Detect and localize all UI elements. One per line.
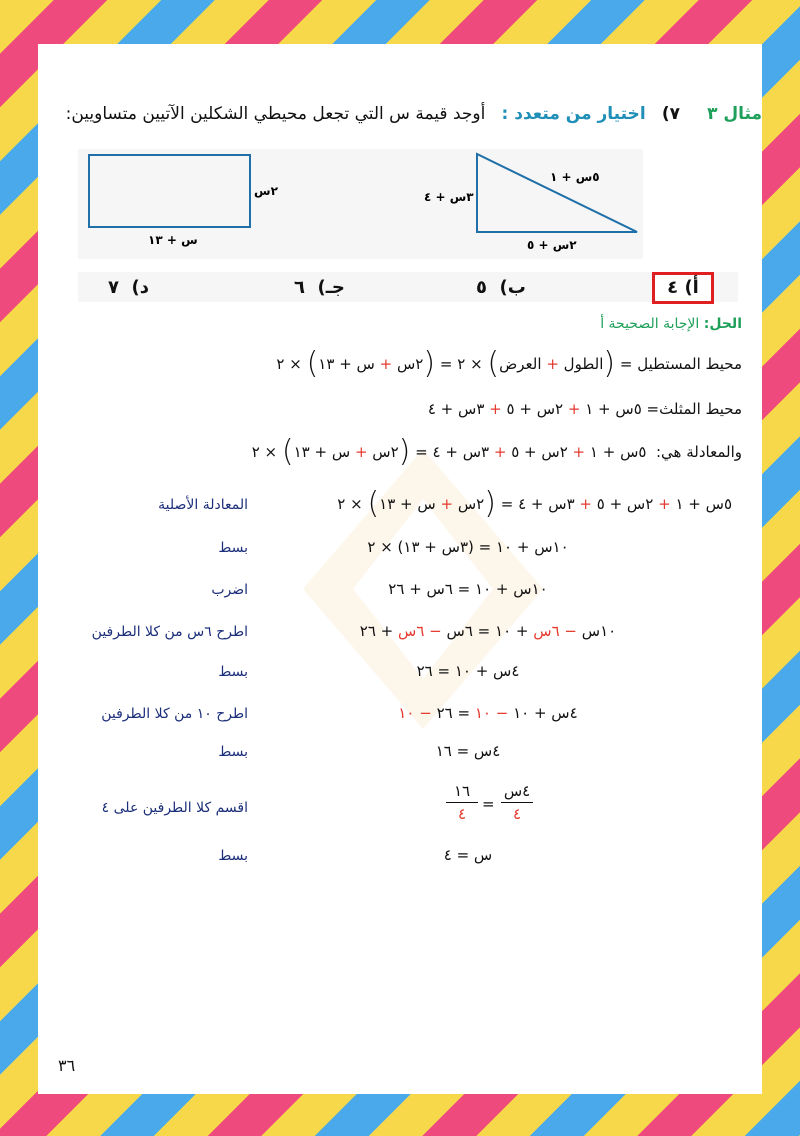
- plus-red: +: [567, 400, 581, 418]
- choice-b-value: ٥: [476, 277, 487, 298]
- term-rhs: + ٢٦: [359, 622, 394, 640]
- step-2-desc: بسط: [218, 540, 248, 556]
- plus-red: +: [572, 443, 586, 461]
- triangle-bottom-label: ٢س + ٥: [527, 238, 577, 252]
- step-1-expr: [337, 486, 732, 521]
- width-word: العرض: [499, 355, 542, 373]
- times-sign: ×: [264, 443, 278, 461]
- choice-a-letter: أ): [684, 277, 699, 298]
- question-type: اختيار من متعدد :: [501, 104, 646, 124]
- length-word: الطول: [563, 355, 604, 373]
- equals-sign: =: [415, 443, 428, 461]
- step-2-expr: ١٠س + ١٠ = (٣س + ١٣) × ٢: [367, 538, 569, 556]
- minus-red: −: [419, 704, 432, 722]
- minus-red: −: [564, 622, 577, 640]
- fraction-bar: [446, 802, 478, 803]
- term-2s5: ٢س + ٥: [511, 443, 568, 461]
- triangle-figure: [475, 152, 640, 234]
- fraction-bar: [501, 802, 533, 803]
- term-5s1: ٥س + ١: [675, 495, 732, 513]
- question-text: أوجد قيمة س التي تجعل محيطي الشكلين الآتيين متساويين:: [65, 104, 486, 124]
- tri-perimeter-label: محيط المثلث=: [646, 400, 742, 418]
- term-2s5: ٢س + ٥: [506, 400, 564, 418]
- term-2s5: ٢س + ٥: [596, 495, 654, 513]
- paren-close: ): [367, 486, 380, 521]
- example-label: مثال ٣: [707, 104, 762, 124]
- plus-red: +: [579, 495, 592, 513]
- choice-b[interactable]: [476, 277, 526, 298]
- step-9-desc: بسط: [218, 848, 248, 864]
- term-5s1: ٥س + ١: [589, 443, 647, 461]
- term-3s4: ٣س + ٤: [432, 443, 490, 461]
- equation-label: والمعادلة هي:: [656, 443, 742, 461]
- choice-c[interactable]: [294, 277, 345, 298]
- term-5s1: ٥س + ١: [585, 400, 642, 418]
- solution-label: الحل:: [703, 316, 742, 332]
- paren-close: ): [306, 346, 319, 381]
- times-sign: ×: [289, 355, 302, 373]
- paren-open: (: [484, 486, 496, 521]
- fraction-denominator: ٤: [512, 805, 522, 823]
- choice-d[interactable]: [108, 277, 149, 298]
- equals-sign: =: [619, 355, 633, 373]
- two: ٢: [457, 355, 466, 373]
- equals-sign: =: [439, 355, 453, 373]
- plus-red: +: [354, 443, 368, 461]
- fraction-right: [501, 782, 533, 823]
- step-7-desc: بسط: [218, 744, 248, 760]
- plus-red: +: [379, 355, 393, 373]
- minus-red: −: [495, 704, 509, 722]
- triangle-hypotenuse-label: ٥س + ١: [550, 170, 600, 184]
- fraction-denominator: ٤: [457, 805, 467, 823]
- page-number: ٣٦: [58, 1056, 76, 1075]
- times-sign: ×: [470, 355, 483, 373]
- plus-red: +: [440, 495, 454, 513]
- step-4-expr: [338, 622, 638, 640]
- paren-open: (: [423, 346, 436, 381]
- plus-red: +: [489, 400, 502, 418]
- question-number: ٧): [661, 104, 681, 124]
- term-s13: س + ١٣: [318, 355, 375, 373]
- fraction-numerator-right: ١٦: [453, 782, 471, 800]
- rect-perimeter-label: محيط المستطيل: [637, 355, 742, 373]
- paren-open: (: [603, 346, 616, 381]
- step-7-expr: ٤س = ١٦: [435, 742, 501, 760]
- solution-header: [600, 316, 742, 332]
- step-9-expr: س = ٤: [443, 846, 493, 864]
- step-5-desc: بسط: [218, 664, 248, 680]
- choice-a[interactable]: [652, 272, 714, 304]
- rectangle-side-label: ٢س: [254, 184, 278, 198]
- term-lhs: ٤س + ١٠: [513, 704, 578, 722]
- fraction-numerator-left: ٤س: [503, 782, 531, 800]
- step-8-expr: [446, 782, 536, 834]
- choice-d-value: ٧: [108, 277, 119, 298]
- choices-bar: [78, 272, 738, 302]
- step-4-desc: اطرح ٦س من كلا الطرفين: [91, 624, 248, 640]
- step-6-desc: اطرح ١٠ من كلا الطرفين: [101, 706, 248, 722]
- equals-sign: =: [482, 795, 495, 813]
- equals-sign: =: [500, 495, 514, 513]
- equation-line: [251, 434, 742, 469]
- choice-d-letter: د): [131, 277, 150, 298]
- paren-open: (: [398, 434, 411, 469]
- choice-b-letter: ب): [499, 277, 526, 298]
- term-3s4: ٣س + ٤: [427, 400, 485, 418]
- fraction-equals: [482, 795, 495, 813]
- subtract-term: ١٠: [398, 704, 415, 722]
- term-lhs: ١٠س: [581, 622, 617, 640]
- solution-answer: الإجابة الصحيحة أ: [600, 316, 700, 332]
- rectangle-bottom-label: س + ١٣: [148, 233, 198, 247]
- plus-red: +: [658, 495, 671, 513]
- choice-c-letter: جـ): [317, 277, 345, 298]
- subtract-term: ١٠: [474, 704, 491, 722]
- choice-c-value: ٦: [294, 277, 305, 298]
- paren-close: ): [281, 434, 294, 469]
- page: [38, 44, 762, 1094]
- term-2s: ٢س: [372, 443, 399, 461]
- rectangle-figure: [88, 154, 251, 228]
- example-header: [62, 104, 762, 124]
- fraction-left: [446, 782, 478, 823]
- step-8-desc: اقسم كلا الطرفين على ٤: [101, 800, 248, 816]
- step-6-expr: [338, 704, 638, 722]
- rect-perimeter-line: [276, 346, 742, 381]
- term-2s: ٢س: [396, 355, 424, 373]
- step-1-desc: المعادلة الأصلية: [158, 497, 248, 513]
- tri-perimeter-line: [428, 400, 742, 418]
- term-mid: = ٢٦: [436, 704, 471, 722]
- term-s13: س + ١٣: [379, 495, 436, 513]
- subtract-term: ٦س: [533, 622, 560, 640]
- two: ٢: [276, 355, 285, 373]
- term-mid: + ١٠ = ٦س: [446, 622, 529, 640]
- two: ٢: [251, 443, 260, 461]
- triangle-left-label: ٣س + ٤: [424, 190, 474, 204]
- choice-a-value: ٤: [667, 277, 679, 298]
- term-3s4: ٣س + ٤: [518, 495, 575, 513]
- plus-red: +: [493, 443, 507, 461]
- term-s13: س + ١٣: [293, 443, 351, 461]
- plus-red: +: [546, 355, 559, 373]
- step-3-expr: ١٠س + ١٠ = ٦س + ٢٦: [388, 580, 548, 598]
- minus-red: −: [429, 622, 442, 640]
- two: ٢: [337, 495, 346, 513]
- times-sign: ×: [350, 495, 363, 513]
- term-2s: ٢س: [457, 495, 485, 513]
- subtract-term: ٦س: [398, 622, 425, 640]
- step-3-desc: اضرب: [211, 582, 248, 598]
- paren-close: ): [487, 346, 500, 381]
- step-5-expr: ٤س + ١٠ = ٢٦: [416, 662, 520, 680]
